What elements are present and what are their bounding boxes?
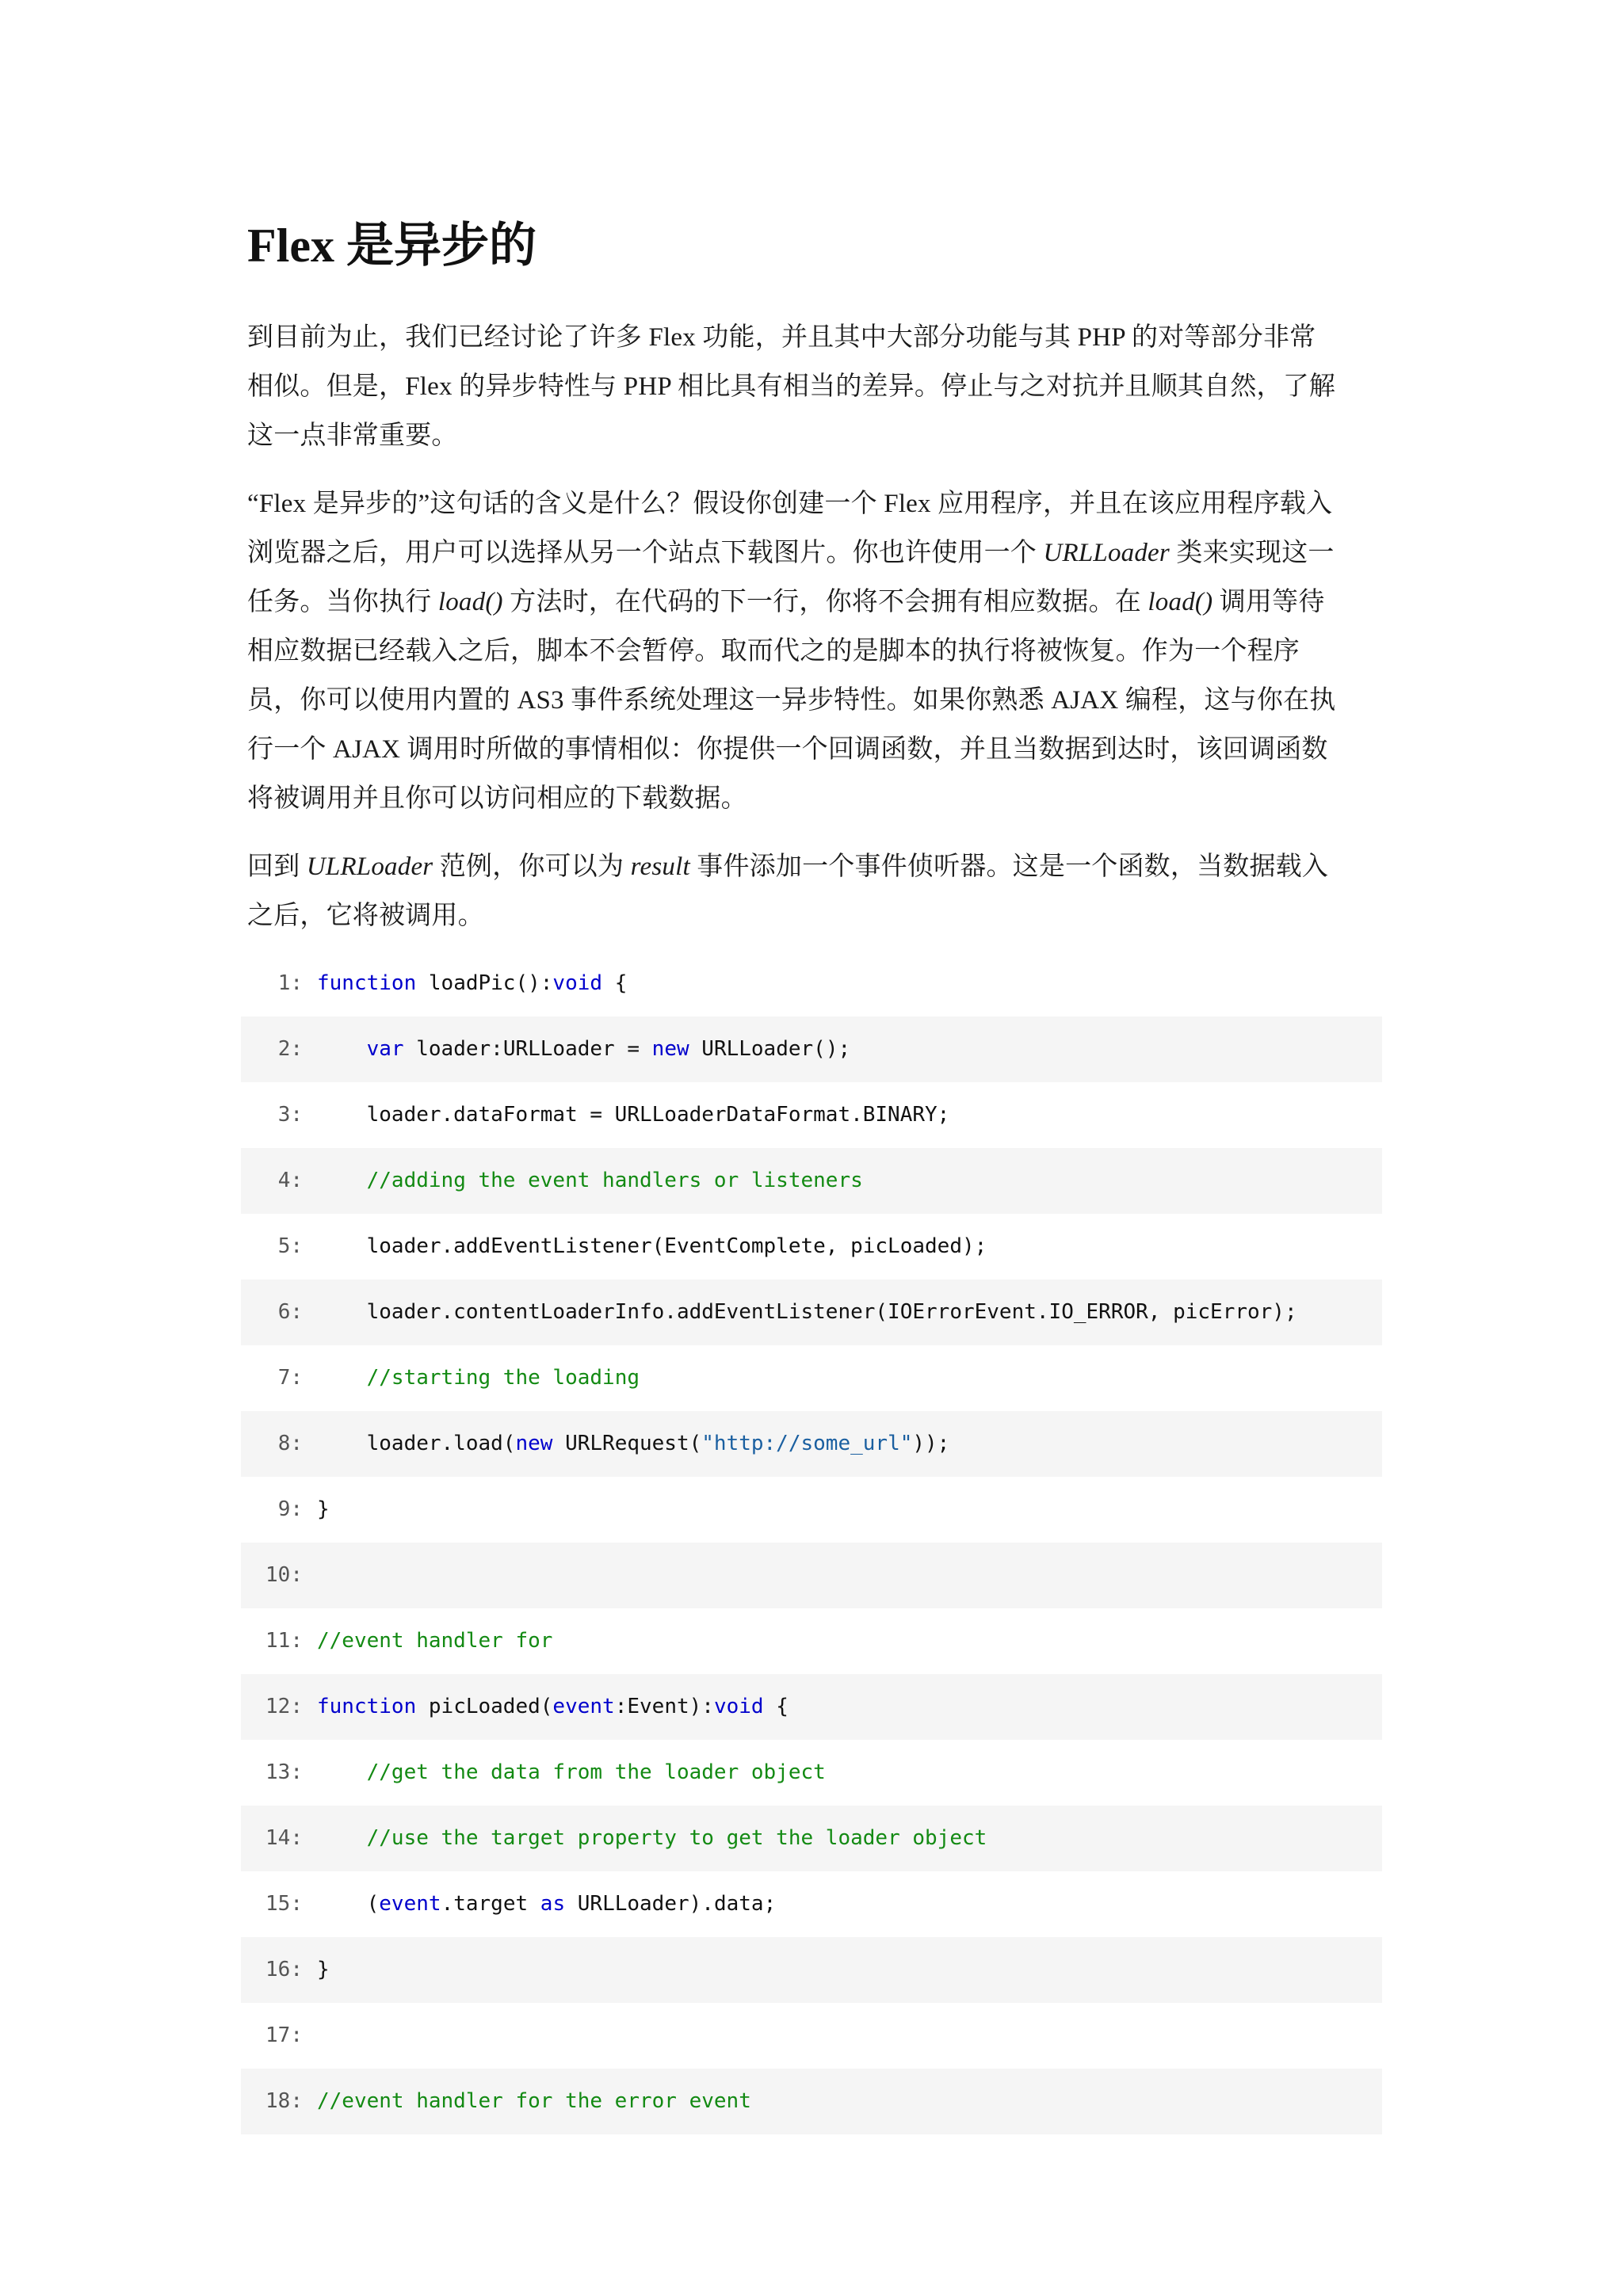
code-line	[241, 1082, 1382, 1148]
text-run: 相似。但是，Flex 的异步特性与 PHP 相比具有相当的差异。停止与之对抗并且顺其自然，了解	[247, 372, 1336, 401]
code-comment: //adding the event handlers or listeners	[366, 1169, 863, 1192]
line-number: 5:	[277, 1234, 303, 1258]
code-line	[241, 1674, 1382, 1740]
line-number: 12:	[265, 1695, 303, 1718]
code-keyword: new	[515, 1432, 553, 1455]
text-run: 到目前为止，我们已经讨论了许多 Flex 功能，并且其中大部分功能与其 PHP 的对等部分非常	[247, 323, 1316, 352]
paragraph-line	[247, 313, 1381, 362]
line-number: 14:	[265, 1826, 303, 1850]
text-run: “Flex 是异步的”这句话的含义是什么？假设你创建一个 Flex 应用程序，并且在该应用程序载入	[247, 490, 1333, 518]
code-source	[317, 1740, 826, 1806]
line-number: 18:	[265, 2089, 303, 2113]
code-line	[241, 1148, 1382, 1214]
code-line	[241, 2003, 1382, 2069]
text-run: 相应数据已经载入之后，脚本不会暂停。取而代之的是脚本的执行将被恢复。作为一个程序	[247, 637, 1300, 666]
code-line	[241, 1871, 1382, 1937]
paragraph-line	[247, 362, 1381, 411]
code-token: URLLoader();	[689, 1037, 851, 1061]
text-run: 范例，你可以为	[433, 852, 631, 881]
paragraph-line	[247, 676, 1381, 725]
code-keyword: void	[713, 1695, 764, 1718]
code-token	[317, 1169, 367, 1192]
paragraph-line	[247, 578, 1381, 627]
code-line	[241, 1280, 1382, 1345]
code-source	[317, 1871, 776, 1937]
code-source	[317, 1608, 552, 1674]
code-line	[241, 951, 1382, 1016]
code-token: loader.dataFormat = URLLoaderDataFormat.BINARY;	[317, 1103, 950, 1127]
paragraph-line	[247, 479, 1381, 528]
code-comment: //use the target property to get the loader object	[366, 1826, 987, 1850]
paragraph-line	[247, 774, 1381, 823]
italic-term: result	[630, 852, 690, 881]
text-run: 类来实现这一	[1169, 539, 1335, 567]
code-line	[241, 1806, 1382, 1871]
code-token: loader.load(	[317, 1432, 516, 1455]
code-keyword: new	[651, 1037, 689, 1061]
code-line	[241, 2069, 1382, 2134]
line-number: 2:	[277, 1037, 303, 1061]
code-token: loader.contentLoaderInfo.addEventListener(IOErrorEvent.IO_ERROR, picError);	[317, 1300, 1297, 1324]
text-run: 将被调用并且你可以访问相应的下载数据。	[247, 784, 747, 813]
code-keyword: function	[317, 1695, 417, 1718]
code-line	[241, 1411, 1382, 1477]
paragraph-line	[247, 528, 1381, 578]
code-line	[241, 1477, 1382, 1543]
text-run: 这一点非常重要。	[247, 421, 458, 450]
section-heading: Flex 是异步的	[247, 219, 537, 272]
code-source	[317, 1937, 330, 2003]
line-number: 7:	[277, 1366, 303, 1390]
code-source	[317, 1411, 949, 1477]
italic-term: URLLoader	[1043, 539, 1170, 567]
line-number: 9:	[277, 1497, 303, 1521]
code-token: {	[763, 1695, 789, 1718]
line-number: 4:	[277, 1169, 303, 1192]
code-token: picLoaded(	[416, 1695, 553, 1718]
code-source	[317, 2069, 751, 2134]
paragraph-intro	[247, 313, 1381, 460]
code-comment: //starting the loading	[366, 1366, 640, 1390]
code-line	[241, 1543, 1382, 1608]
code-keyword: var	[366, 1037, 404, 1061]
code-token: :Event):	[614, 1695, 714, 1718]
paragraph-line	[247, 411, 1381, 460]
code-line	[241, 1608, 1382, 1674]
code-token: .target	[441, 1892, 540, 1916]
code-listing	[241, 951, 1382, 2134]
code-source	[317, 1806, 987, 1871]
code-token: {	[602, 971, 628, 995]
italic-term: load()	[1148, 588, 1213, 616]
code-string: "http://some_url"	[701, 1432, 913, 1455]
text-run: 事件添加一个事件侦听器。这是一个函数，当数据载入	[689, 852, 1329, 881]
code-token: loadPic():	[416, 971, 553, 995]
paragraph-line	[247, 627, 1381, 676]
paragraph-line	[247, 891, 1381, 940]
code-token: ));	[912, 1432, 950, 1455]
line-number: 3:	[277, 1103, 303, 1127]
line-number: 6:	[277, 1300, 303, 1324]
code-token	[317, 1366, 367, 1390]
line-number: 16:	[265, 1958, 303, 1981]
italic-term: ULRLoader	[306, 852, 433, 881]
code-token: URLLoader).data;	[565, 1892, 777, 1916]
text-run: 调用等待	[1212, 588, 1325, 616]
code-token	[317, 1760, 367, 1784]
code-token	[317, 1037, 367, 1061]
code-line	[241, 1345, 1382, 1411]
code-source	[317, 1214, 987, 1280]
line-number: 11:	[265, 1629, 303, 1653]
code-line	[241, 1937, 1382, 2003]
code-line	[241, 1740, 1382, 1806]
code-source	[317, 1674, 789, 1740]
paragraph-async-meaning	[247, 479, 1381, 823]
code-keyword: event	[552, 1695, 615, 1718]
line-number: 17:	[265, 2023, 303, 2047]
code-line	[241, 1016, 1382, 1082]
code-token: (	[317, 1892, 380, 1916]
code-token	[317, 1826, 367, 1850]
code-source	[317, 1016, 850, 1082]
line-number: 8:	[277, 1432, 303, 1455]
text-run: 浏览器之后，用户可以选择从另一个站点下载图片。你也许使用一个	[247, 539, 1044, 567]
text-run: 任务。当你执行	[247, 588, 438, 616]
code-source	[317, 1477, 330, 1543]
text-run: 行一个 AJAX 调用时所做的事情相似：你提供一个回调函数，并且当数据到达时，该回调函数	[247, 735, 1328, 764]
code-keyword: as	[540, 1892, 566, 1916]
code-token: loader:URLLoader =	[403, 1037, 652, 1061]
italic-term: load()	[437, 588, 503, 616]
code-source	[317, 951, 627, 1016]
code-line	[241, 1214, 1382, 1280]
paragraph-line	[247, 725, 1381, 774]
paragraph-urlloader-example	[247, 842, 1381, 940]
code-source	[317, 1082, 949, 1148]
code-token: URLRequest(	[552, 1432, 702, 1455]
code-token: }	[317, 1958, 330, 1981]
text-run: 回到	[247, 852, 307, 881]
line-number: 10:	[265, 1563, 303, 1587]
code-comment: //event handler for the error event	[317, 2089, 751, 2113]
text-run: 员，你可以使用内置的 AS3 事件系统处理这一异步特性。如果你熟悉 AJAX 编程，这与你在执	[247, 686, 1336, 715]
code-keyword: void	[552, 971, 603, 995]
code-source	[317, 1345, 640, 1411]
text-run: 方法时，在代码的下一行，你将不会拥有相应数据。在	[502, 588, 1148, 616]
code-keyword: function	[317, 971, 417, 995]
code-keyword: event	[379, 1892, 441, 1916]
code-source	[317, 1148, 863, 1214]
code-source	[317, 1280, 1297, 1345]
code-comment: //get the data from the loader object	[366, 1760, 826, 1784]
text-run: 之后，它将被调用。	[247, 902, 484, 930]
line-number: 15:	[265, 1892, 303, 1916]
code-comment: //event handler for	[317, 1629, 553, 1653]
line-number: 13:	[265, 1760, 303, 1784]
line-number: 1:	[277, 971, 303, 995]
paragraph-line	[247, 842, 1381, 891]
code-token: }	[317, 1497, 330, 1521]
code-token: loader.addEventListener(EventComplete, picLoaded);	[317, 1234, 987, 1258]
